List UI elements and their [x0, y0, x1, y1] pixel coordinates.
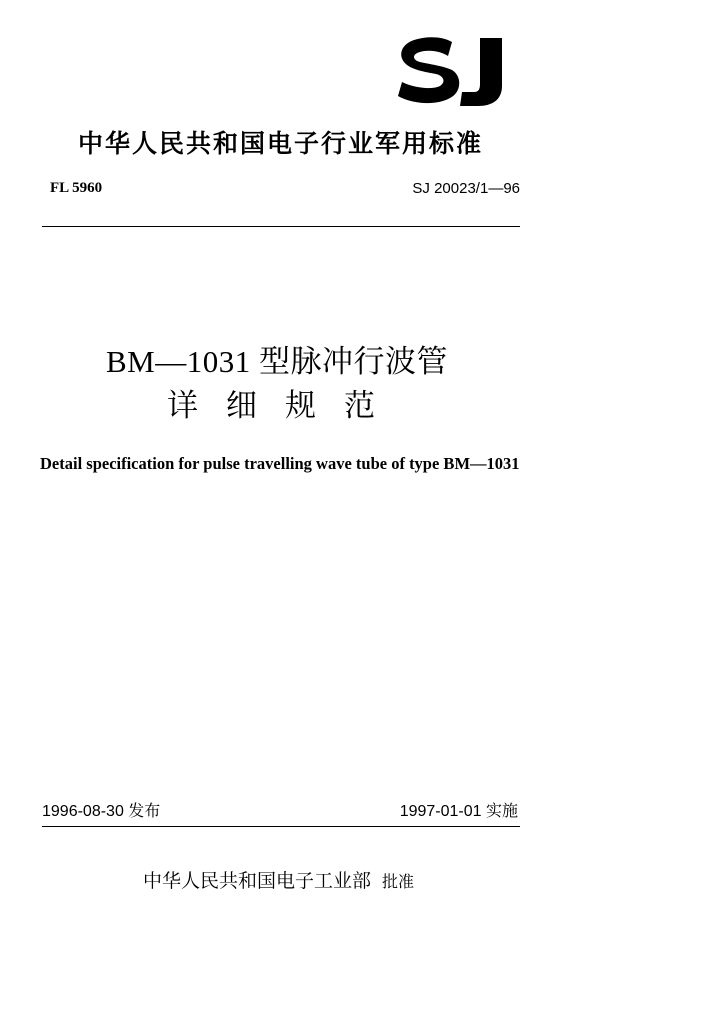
subtitle-char: 规	[285, 388, 316, 424]
sj-logo	[392, 30, 520, 110]
approval-label: 批准	[382, 872, 415, 891]
footer-divider	[42, 826, 520, 827]
standard-number: SJ 20023/1—96	[412, 180, 520, 197]
subtitle-char: 细	[226, 388, 257, 424]
effective-date: 1997-01-01 实施	[399, 803, 518, 820]
issue-date: 1996-08-30 发布	[42, 803, 161, 820]
header-divider	[42, 226, 520, 227]
subtitle-char: 范	[344, 388, 375, 424]
english-title: Detail specification for pulse travelling wave tube of type BM—1031	[40, 454, 520, 473]
document-title: BM—1031 型脉冲行波管	[106, 344, 448, 379]
document-subtitle	[167, 380, 403, 425]
classification-code: FL 5960	[50, 180, 103, 196]
standard-title: 中华人民共和国电子行业军用标准	[78, 129, 484, 158]
approving-authority: 中华人民共和国电子工业部	[143, 870, 372, 892]
subtitle-char: 详	[167, 388, 198, 424]
sj-logo-mark	[392, 30, 520, 110]
